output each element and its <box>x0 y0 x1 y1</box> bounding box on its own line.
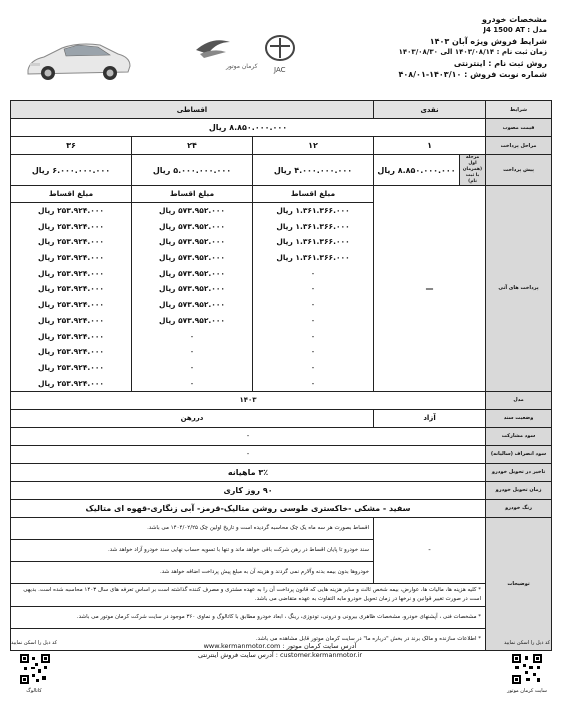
terms-row <box>11 101 552 119</box>
installment-amount-cell: - <box>253 328 374 344</box>
partnership-label: سود مشارکت <box>486 427 552 445</box>
plan-36-prepay: ۶.۰۰۰.۰۰۰.۰۰۰ ریال <box>11 155 132 186</box>
partnership-row <box>11 427 552 445</box>
delivery-time-label: زمان تحویل خودرو <box>486 481 552 499</box>
header <box>0 0 561 100</box>
installment-header: اقساطی <box>11 101 374 119</box>
qr-code-website[interactable] <box>512 654 542 684</box>
installment-amount-cell: ۱.۳۶۱.۳۶۶.۰۰۰ ریال <box>253 202 374 218</box>
qr-right-prompt: کد ذیل را اسکن نمایید <box>503 640 551 646</box>
installment-amount-cell: ۵۷۳.۹۵۲.۰۰۰ ریال <box>132 313 253 329</box>
installment-amount-cell: ۲۵۳.۹۲۴.۰۰۰ ریال <box>11 328 132 344</box>
spec-block <box>317 14 547 80</box>
installment-amount-cell: - <box>253 375 374 391</box>
installment-header-row <box>11 186 552 203</box>
installment-amount-cell: ۲۵۳.۹۲۴.۰۰۰ ریال <box>11 297 132 313</box>
plan-24-prepay: ۵.۰۰۰.۰۰۰.۰۰۰ ریال <box>132 155 253 186</box>
installment-amount-cell: ۲۵۳.۹۲۴.۰۰۰ ریال <box>11 202 132 218</box>
note-installment-1: اقساط بصورت هر سه ماه یک چک محاسبه گردیده است و تاریخ اولین چک ۱۴۰۴/۰۲/۲۵ می باشد. <box>11 517 374 539</box>
site-url[interactable]: آدرس سایت کرمان موتور : www.kermanmotor.com <box>203 642 357 650</box>
cash-header: نقدی <box>374 101 486 119</box>
qr-right-caption: سایت کرمان موتور <box>507 688 547 694</box>
doc-status-cash: آزاد <box>374 409 486 427</box>
installment-amount-cell: - <box>253 313 374 329</box>
approved-price-value: ۸.۸۵۰.۰۰۰.۰۰۰ ریال <box>11 119 486 137</box>
prepay-row <box>11 155 552 186</box>
future-payments-label: پرداخت های آتی <box>486 186 552 392</box>
notes-cash-dash: - <box>374 517 486 583</box>
installment-amount-cell: ۵۷۳.۹۵۲.۰۰۰ ریال <box>132 202 253 218</box>
brand-logo <box>190 28 310 78</box>
installment-amount-cell: ۲۵۳.۹۲۴.۰۰۰ ریال <box>11 375 132 391</box>
partnership-value: - <box>11 427 486 445</box>
stage-first-label: مرحله اول (همزمان با ثبت نام) <box>460 155 486 186</box>
installment-amount-cell: ۵۷۳.۹۵۲.۰۰۰ ریال <box>132 297 253 313</box>
doc-status-label: وضعیت سند <box>486 409 552 427</box>
notes-row-4 <box>11 583 552 606</box>
installment-amount-header: مبلغ اقساط <box>132 186 253 203</box>
note-installment-3: خودروها بدون بیمه بدنه وآلارم نمی گردند و هزینه آن به مبلغ پیش پرداخت اضافه خواهد شد. <box>11 561 374 583</box>
cash-stage: ۱ <box>374 137 486 155</box>
color-value: سفید - مشکی -خاکستری طوسی روشن متالیک-قرمز- آبی زنگاری-قهوه ای متالیک <box>11 499 486 517</box>
note-general-3: * اطلاعات سازنده و مالک برند در بخش "درباره ما" در سایت کرمان موتور قابل مشاهده می باشد. <box>11 628 486 650</box>
installment-amount-cell: ۵۷۳.۹۵۲.۰۰۰ ریال <box>132 281 253 297</box>
note-general-1: * کلیه هزینه ها، مالیات ها، عوارض، بیمه شخص ثالث و سایر هزینه هایی که قانون پرداخت آن را به عهده مشتری و مصرف کننده گذاشته است بر اساس تعرفه های سال ۱۴۰۳ محاسبه شده است. بدیهی است در صورت تغییر قوانین و نرخها در زمان تحویل خودرو مابه التفاوت به عهده متقاضی می باشد. <box>11 583 486 606</box>
installment-amount-cell: ۲۵۳.۹۲۴.۰۰۰ ریال <box>11 281 132 297</box>
installment-amount-cell: ۲۵۳.۹۲۴.۰۰۰ ریال <box>11 250 132 266</box>
installment-amount-cell: - <box>132 375 253 391</box>
installment-amount-cell: - <box>253 281 374 297</box>
installment-amount-cell: ۲۵۳.۹۲۴.۰۰۰ ریال <box>11 265 132 281</box>
penalty-label: سود انصراف (سالیانه) <box>486 445 552 463</box>
delivery-delay-label: تاخیر در تحویل خودرو <box>486 463 552 481</box>
installments-body <box>11 186 552 392</box>
note-installment-2: سند خودرو تا پایان اقساط در رهن شرکت باقی خواهد ماند و تنها با تسویه حساب نهایی سند خودرو آزاد خواهد شد. <box>11 539 374 561</box>
plan-36-months: ۳۶ <box>11 137 132 155</box>
approved-price-row <box>11 119 552 137</box>
installment-amount-cell: - <box>253 344 374 360</box>
svg-text:JAC: JAC <box>274 66 286 74</box>
installment-amount-cell: ۵۷۳.۹۵۲.۰۰۰ ریال <box>132 265 253 281</box>
price-table <box>10 100 552 651</box>
model-label: مدل <box>486 391 552 409</box>
notes-row-5 <box>11 606 552 628</box>
spec-terms: شرایط فروش ویژه آبان ۱۴۰۳ <box>429 37 547 46</box>
installment-amount-cell: - <box>253 297 374 313</box>
cash-prepay: ۸.۸۵۰.۰۰۰.۰۰۰ ریال <box>374 155 460 186</box>
installment-amount-cell: ۲۵۳.۹۲۴.۰۰۰ ریال <box>11 313 132 329</box>
installment-amount-cell: - <box>132 328 253 344</box>
color-row <box>11 499 552 517</box>
installment-amount-cell: ۵۷۳.۹۵۲.۰۰۰ ریال <box>132 218 253 234</box>
installment-amount-cell: ۲۵۳.۹۲۴.۰۰۰ ریال <box>11 360 132 376</box>
penalty-value: - <box>11 445 486 463</box>
doc-status-installment: دررهن <box>11 409 374 427</box>
terms-label: شرایط <box>486 101 552 119</box>
installment-amount-header: مبلغ اقساط <box>11 186 132 203</box>
installment-amount-cell: - <box>132 344 253 360</box>
model-row <box>11 391 552 409</box>
installment-amount-cell: - <box>132 360 253 376</box>
model-value: ۱۴۰۳ <box>11 391 486 409</box>
plan-24-months: ۲۴ <box>132 137 253 155</box>
cash-future-dash: — <box>374 186 486 392</box>
qr-left-prompt: کد ذیل را اسکن نمایید <box>10 640 58 646</box>
installment-amount-cell: ۱.۳۶۱.۳۶۶.۰۰۰ ریال <box>253 234 374 250</box>
spec-turn: شماره نوبت فروش : ۱۴۰۳/۱۰-۴۰۸/۰۱ <box>398 70 547 79</box>
spec-method: روش ثبت نام : اینترنتی <box>453 59 547 68</box>
penalty-row <box>11 445 552 463</box>
installment-amount-cell: - <box>253 265 374 281</box>
installment-amount-cell: ۱.۳۶۱.۳۶۶.۰۰۰ ریال <box>253 250 374 266</box>
delivery-time-row <box>11 481 552 499</box>
shop-url[interactable]: customer.kermanmotor.ir : آدرس سایت فروش اینترنتی <box>197 651 363 659</box>
plan-12-months: ۱۲ <box>253 137 374 155</box>
qr-code-catalog[interactable] <box>20 654 50 684</box>
installment-amount-cell: ۱.۳۶۱.۳۶۶.۰۰۰ ریال <box>253 218 374 234</box>
spec-title: مشخصات خودرو <box>481 15 547 24</box>
delivery-delay-value: ۳٪ ماهیانه <box>11 463 486 481</box>
delivery-delay-row <box>11 463 552 481</box>
installment-amount-cell: - <box>253 360 374 376</box>
installment-amount-cell: ۲۵۳.۹۲۴.۰۰۰ ریال <box>11 218 132 234</box>
car-image <box>22 30 134 86</box>
delivery-time-value: ۹۰ روز کاری <box>11 481 486 499</box>
approved-price-label: قیمت مصوب <box>486 119 552 137</box>
spec-model: مدل : J4 1500 AT <box>483 26 547 34</box>
notes-row-1 <box>11 517 552 539</box>
site-info <box>140 642 420 660</box>
svg-text:کرمان موتور: کرمان موتور <box>226 63 258 70</box>
stages-row <box>11 137 552 155</box>
note-general-2: * مشخصات فنی ، آپشنهای خودرو، مشخصات ظاهری بیرونی و درونی، تودوزی، رینگ ، ابعاد خودرو مطابق با کاتالوگ و نماوی ۳۶۰ موجود در سایت شرکت کرمان موتور می باشد. <box>11 606 486 628</box>
prepay-label: پیش پرداخت <box>486 155 552 186</box>
installment-amount-cell: ۵۷۳.۹۵۲.۰۰۰ ریال <box>132 234 253 250</box>
installment-amount-cell: ۲۵۳.۹۲۴.۰۰۰ ریال <box>11 344 132 360</box>
installment-amount-cell: ۲۵۳.۹۲۴.۰۰۰ ریال <box>11 234 132 250</box>
color-label: رنگ خودرو <box>486 499 552 517</box>
installment-amount-header: مبلغ اقساط <box>253 186 374 203</box>
spec-period: زمان ثبت نام : ۱۴۰۳/۰۸/۱۴ الی ۱۴۰۳/۰۸/۳۰ <box>398 48 547 56</box>
installment-amount-cell: ۵۷۳.۹۵۲.۰۰۰ ریال <box>132 250 253 266</box>
notes-label: توضیحات <box>486 517 552 650</box>
qr-left-caption: کاتالوگ <box>26 688 42 694</box>
stages-label: مراحل پرداخت <box>486 137 552 155</box>
doc-status-row <box>11 409 552 427</box>
plan-12-prepay: ۴.۰۰۰.۰۰۰.۰۰۰ ریال <box>253 155 374 186</box>
footer <box>0 636 561 720</box>
